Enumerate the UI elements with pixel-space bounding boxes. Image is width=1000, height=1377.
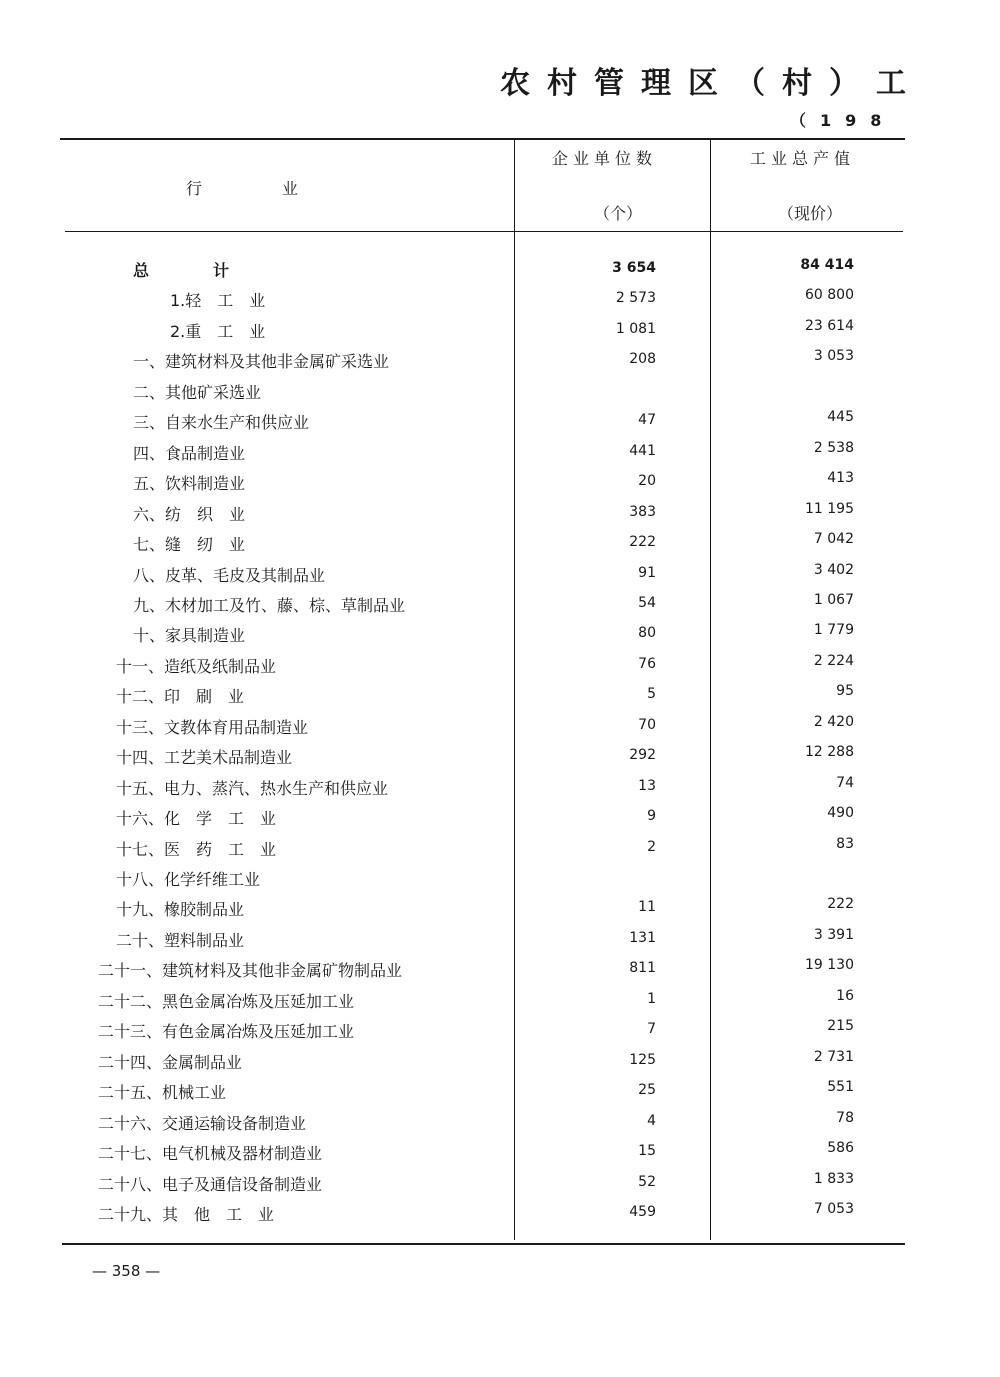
row-units-value: 76: [638, 655, 656, 672]
output-header: 工业总产值: [750, 149, 856, 168]
row-label: 二十九、其 他 工 业: [98, 1204, 275, 1224]
row-label: 二十、塑料制品业: [116, 930, 245, 950]
row-label: 二十三、有色金属冶炼及压延加工业: [98, 1022, 355, 1042]
table-bottom-rule: [62, 1243, 905, 1245]
row-output-value: 586: [827, 1140, 854, 1157]
row-label: 2.重 工 业: [170, 321, 266, 341]
row-units-value: 208: [629, 351, 656, 368]
output-unit: （现价）: [778, 204, 843, 223]
row-label: 1.轻 工 业: [170, 291, 266, 311]
row-output-value: 2 420: [813, 713, 854, 730]
units-unit: （个）: [594, 204, 643, 223]
row-output-value: 445: [827, 409, 854, 426]
row-label: 十五、电力、蒸汽、热水生产和供应业: [116, 778, 389, 798]
row-output-value: 3 402: [813, 561, 854, 578]
column-divider-2: [710, 140, 711, 1240]
row-output-value: 1 067: [813, 591, 854, 608]
row-output-value: 84 414: [800, 257, 854, 273]
row-units-value: 91: [638, 564, 656, 581]
row-units-value: 7: [647, 1021, 656, 1038]
row-units-value: 25: [638, 1082, 656, 1099]
row-output-value: 551: [827, 1079, 854, 1096]
row-units-value: 9: [647, 808, 656, 825]
row-label: 二十五、机械工业: [98, 1083, 227, 1103]
row-output-value: 2 731: [813, 1048, 854, 1065]
row-units-value: 80: [638, 625, 656, 642]
row-label: 十三、文教体育用品制造业: [116, 717, 309, 737]
row-output-value: 19 130: [805, 957, 854, 974]
row-units-value: 441: [629, 442, 656, 459]
row-output-value: 413: [827, 470, 854, 487]
row-output-value: 215: [827, 1018, 854, 1035]
row-output-value: 7 042: [813, 531, 854, 548]
row-output-value: 3 391: [813, 926, 854, 943]
row-units-value: 5: [647, 686, 656, 703]
row-units-value: 222: [629, 534, 656, 551]
row-units-value: 1: [647, 990, 656, 1007]
row-units-value: 459: [629, 1203, 656, 1220]
row-label: 二十六、交通运输设备制造业: [98, 1113, 307, 1133]
row-output-value: 1 779: [813, 622, 854, 639]
row-units-value: 2: [647, 838, 656, 855]
row-output-value: 7 053: [813, 1200, 854, 1217]
row-label: 总 计: [133, 261, 230, 280]
year-label: （198: [790, 111, 896, 130]
row-units-value: 1 081: [615, 320, 656, 337]
row-output-value: 1 833: [813, 1170, 854, 1187]
row-output-value: 74: [836, 774, 854, 791]
row-label: 十八、化学纤维工业: [116, 870, 261, 889]
row-units-value: 13: [638, 777, 656, 794]
column-divider-1: [514, 140, 515, 1240]
row-label: 十七、医 药 工 业: [116, 839, 277, 859]
row-units-value: 131: [629, 929, 656, 946]
row-output-value: 78: [836, 1109, 854, 1126]
row-units-value: 811: [629, 960, 656, 977]
row-label: 二十八、电子及通信设备制造业: [98, 1174, 323, 1194]
row-label: 七、缝 纫 业: [133, 535, 246, 555]
row-output-value: 60 800: [805, 287, 854, 304]
row-label: 二十一、建筑材料及其他非金属矿物制品业: [98, 961, 403, 981]
row-label: 十六、化 学 工 业: [116, 809, 277, 829]
row-units-value: 54: [638, 594, 656, 611]
row-label: 八、皮革、毛皮及其制品业: [133, 565, 326, 585]
row-output-value: 2 224: [813, 652, 854, 669]
row-output-value: 12 288: [805, 744, 854, 761]
row-output-value: 95: [836, 683, 854, 700]
row-label: 五、饮料制造业: [133, 474, 246, 494]
row-label: 六、纺 织 业: [133, 504, 246, 524]
row-label: 十四、工艺美术品制造业: [116, 748, 293, 768]
row-output-value: 16: [836, 987, 854, 1004]
row-label: 二、其他矿采选业: [133, 382, 262, 402]
row-output-value: 23 614: [805, 317, 854, 334]
row-label: 十二、印 刷 业: [116, 687, 245, 707]
units-header: 企业单位数: [552, 149, 658, 168]
row-output-value: 2 538: [813, 439, 854, 456]
row-units-value: 3 654: [612, 260, 656, 276]
row-units-value: 292: [629, 747, 656, 764]
table-top-rule: [60, 138, 905, 140]
row-units-value: 125: [629, 1051, 656, 1068]
row-label: 二十四、金属制品业: [98, 1052, 243, 1072]
row-label: 十九、橡胶制品业: [116, 900, 245, 920]
page-title: 农村管理区（村）工: [500, 66, 923, 101]
row-units-value: 4: [647, 1112, 656, 1129]
row-label: 十、家具制造业: [133, 626, 246, 646]
row-units-value: 20: [638, 473, 656, 490]
row-label: 二十二、黑色金属冶炼及压延加工业: [98, 991, 355, 1011]
row-units-value: 15: [638, 1143, 656, 1160]
row-label: 三、自来水生产和供应业: [133, 413, 310, 433]
row-output-value: 83: [836, 835, 854, 852]
row-label: 十一、造纸及纸制品业: [116, 656, 277, 676]
row-output-value: 3 053: [813, 348, 854, 365]
row-units-value: 52: [638, 1173, 656, 1190]
row-label: 九、木材加工及竹、藤、棕、草制品业: [133, 595, 406, 615]
industry-header: 行 业: [186, 179, 299, 198]
row-units-value: 47: [638, 412, 656, 429]
row-units-value: 383: [629, 503, 656, 520]
row-label: 四、食品制造业: [133, 443, 246, 463]
row-output-value: 222: [827, 896, 854, 913]
row-units-value: 2 573: [615, 290, 656, 307]
row-label: 二十七、电气机械及器材制造业: [98, 1144, 323, 1164]
row-output-value: 11 195: [805, 500, 854, 517]
row-units-value: 70: [638, 716, 656, 733]
page-number: — 358 —: [92, 1262, 161, 1280]
row-label: 一、建筑材料及其他非金属矿采选业: [133, 352, 390, 372]
row-units-value: 11: [638, 899, 656, 916]
header-bottom-rule: [65, 231, 903, 232]
row-output-value: 490: [827, 805, 854, 822]
